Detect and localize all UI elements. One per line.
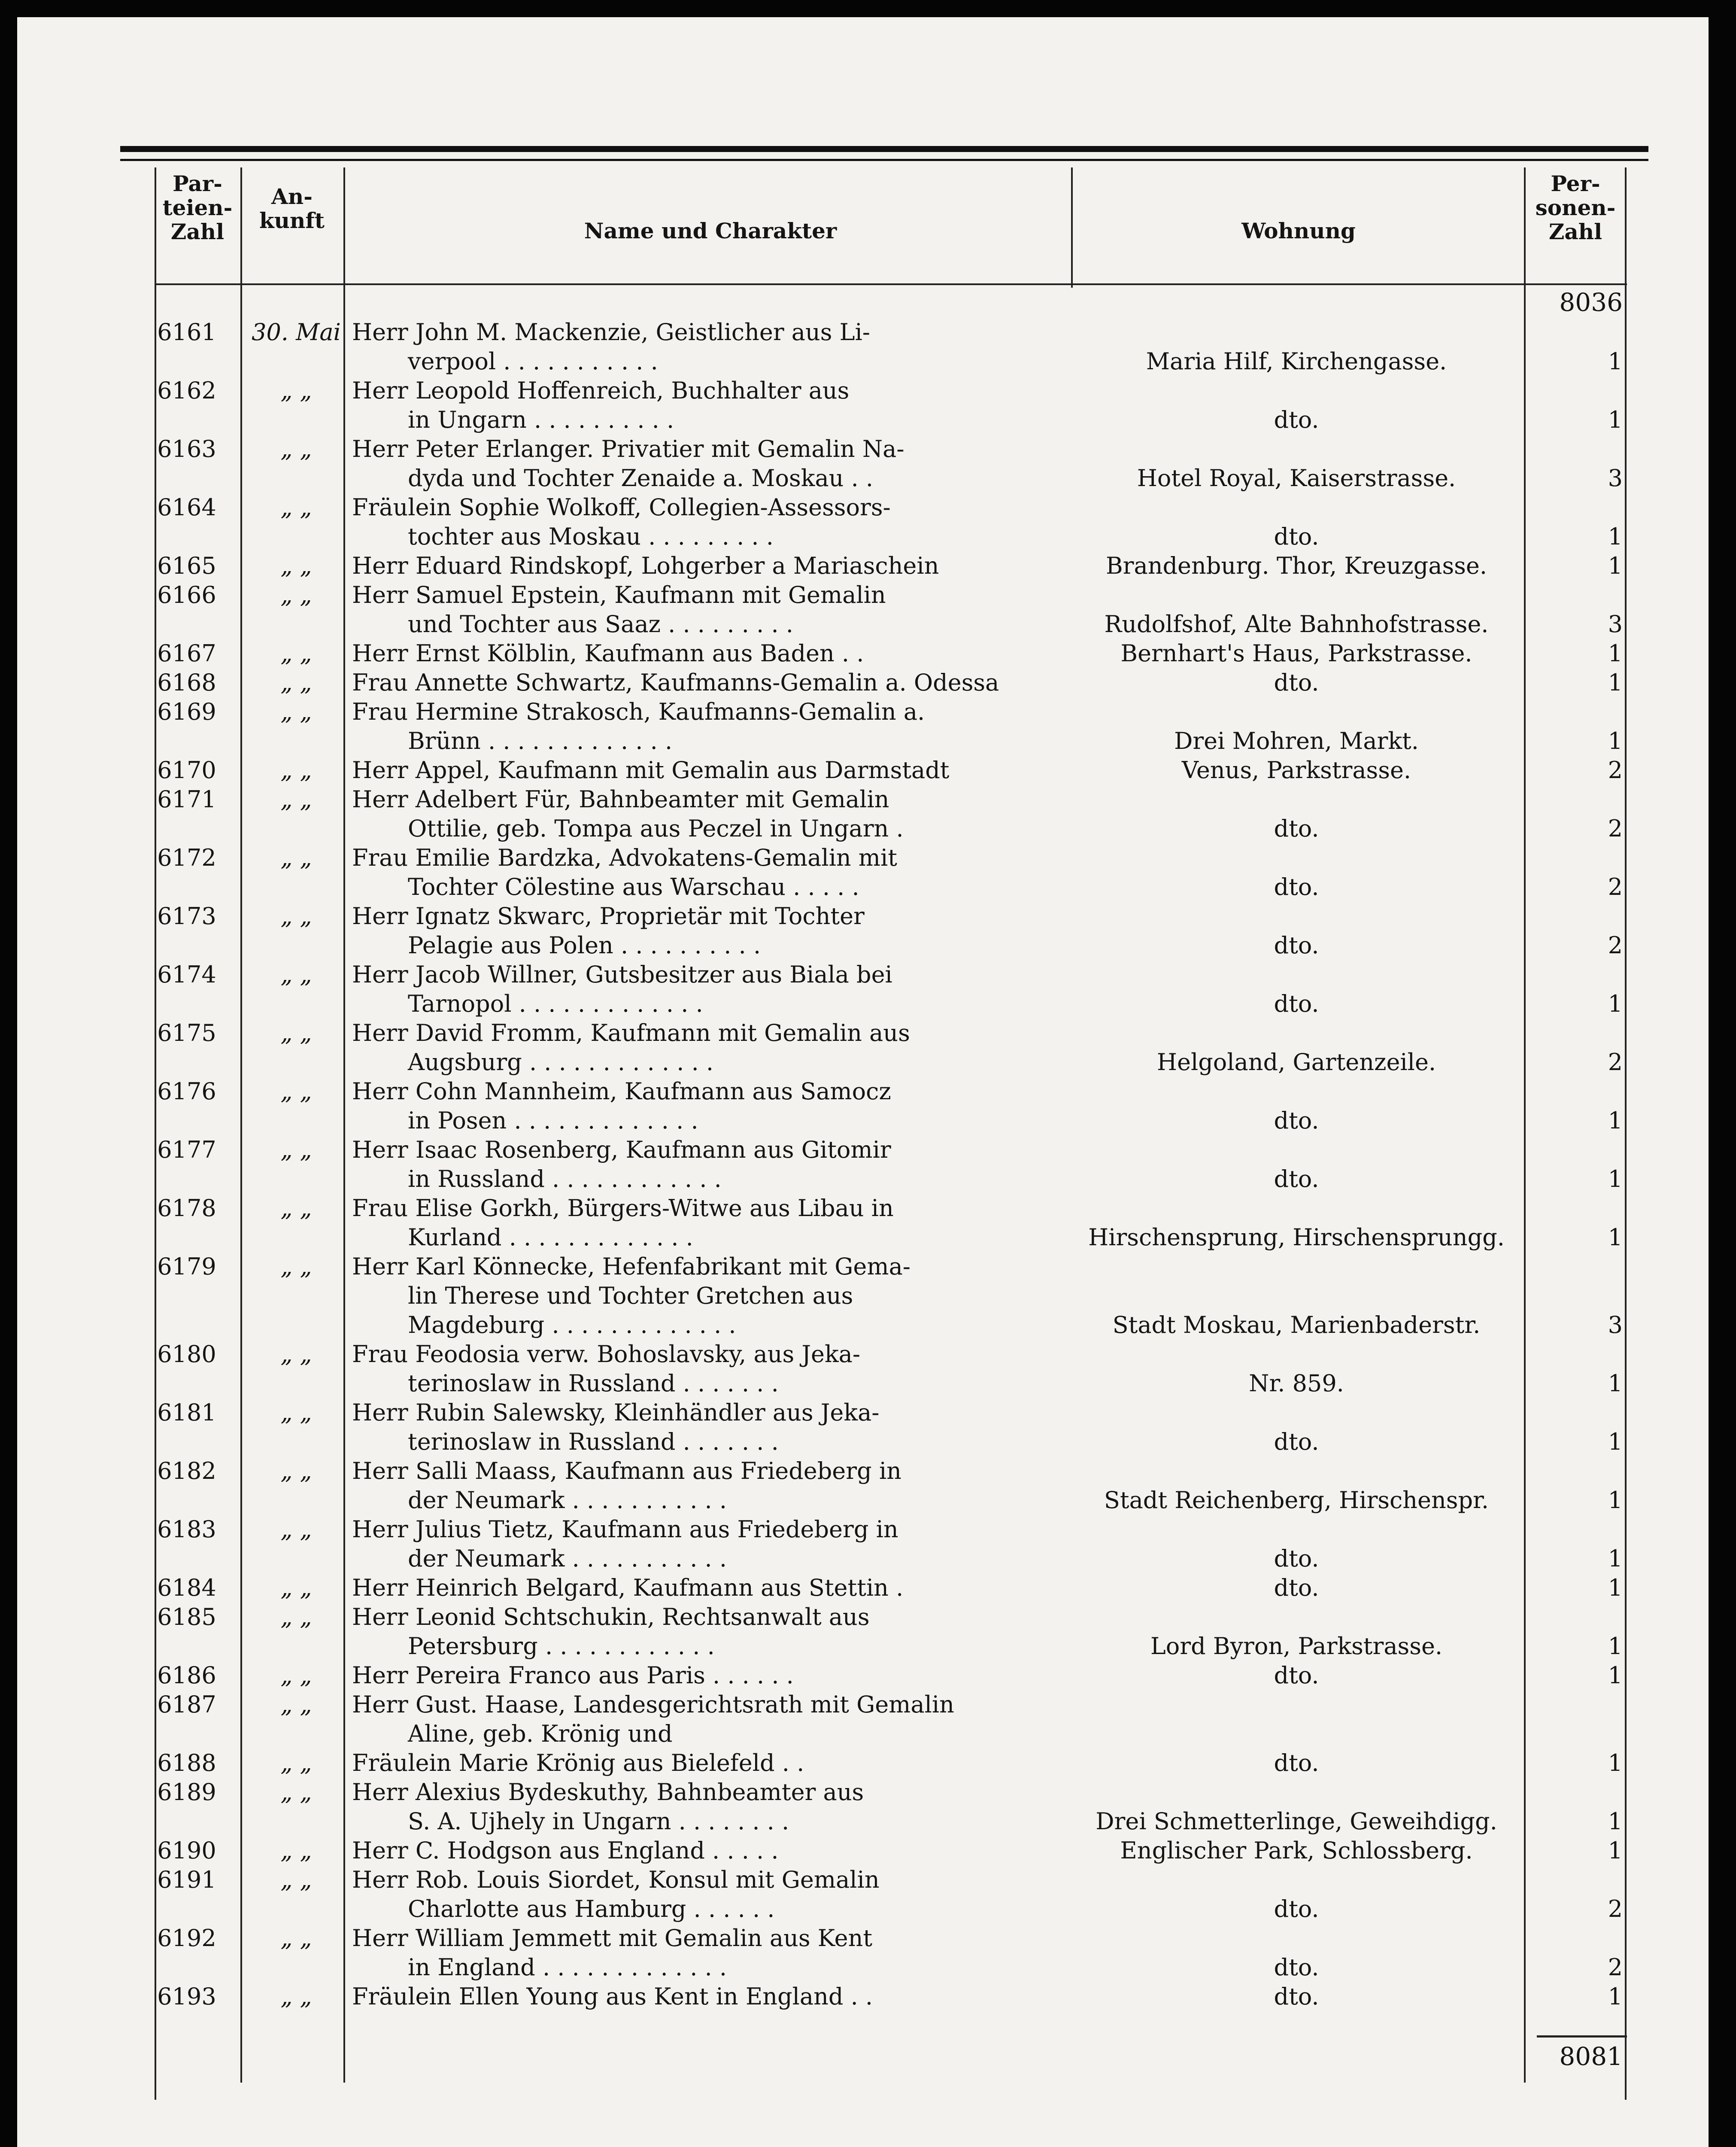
entry-arrival: „ „ bbox=[280, 1574, 312, 1601]
entry-name-line: der Neumark . . . . . . . . . . . bbox=[408, 1487, 727, 1514]
entry-residence: dto. bbox=[1274, 1662, 1319, 1689]
entry-residence: Hotel Royal, Kaiserstrasse. bbox=[1137, 465, 1456, 492]
entry-residence: Hirschensprung, Hirschensprungg. bbox=[1088, 1224, 1505, 1251]
entry-number: 6173 bbox=[157, 903, 216, 930]
header-rule bbox=[155, 283, 1627, 285]
entry-name-line: Frau Annette Schwartz, Kaufmanns-Gemalin a. Odessa bbox=[352, 669, 999, 696]
entry-person-count: 1 bbox=[1608, 552, 1623, 579]
top-rule-thick bbox=[120, 146, 1648, 152]
entry-name-character bbox=[352, 1398, 1077, 1457]
entry-residence: dto. bbox=[1274, 815, 1319, 842]
header-personen: Per- sonen- Zahl bbox=[1535, 171, 1616, 244]
entry-name-character bbox=[352, 1661, 1077, 1690]
entry-number: 6178 bbox=[157, 1195, 216, 1222]
entry-arrival: „ „ bbox=[280, 1866, 312, 1893]
entry-name-line: Brünn . . . . . . . . . . . . . bbox=[408, 727, 673, 754]
entry-number: 6180 bbox=[157, 1341, 216, 1368]
entry-name-character bbox=[352, 1690, 1077, 1749]
entry-arrival: „ „ bbox=[280, 961, 312, 988]
register-entry bbox=[17, 1457, 1709, 1516]
entry-name-character bbox=[352, 376, 1077, 435]
entry-arrival: „ „ bbox=[280, 844, 312, 871]
entry-residence: dto. bbox=[1274, 1165, 1319, 1192]
entry-number: 6176 bbox=[157, 1078, 216, 1105]
entry-residence: Brandenburg. Thor, Kreuzgasse. bbox=[1106, 552, 1487, 579]
register-entry bbox=[17, 1865, 1709, 1925]
entry-residence: dto. bbox=[1274, 1983, 1319, 2010]
entry-arrival: „ „ bbox=[280, 1749, 312, 1776]
entry-name-line: Frau Hermine Strakosch, Kaufmanns-Gemalin a. bbox=[352, 698, 925, 725]
entry-name-line: und Tochter aus Saaz . . . . . . . . . bbox=[408, 611, 793, 638]
entry-number: 6179 bbox=[157, 1253, 216, 1280]
entry-name-character bbox=[352, 1340, 1077, 1398]
entry-name-line: terinoslaw in Russland . . . . . . . bbox=[408, 1370, 779, 1397]
entry-name-character bbox=[352, 785, 1077, 843]
entry-name-character bbox=[352, 902, 1077, 960]
entry-number: 6161 bbox=[157, 319, 216, 346]
entry-name-character bbox=[352, 756, 1077, 785]
entry-name-line: der Neumark . . . . . . . . . . . bbox=[408, 1545, 727, 1572]
entry-arrival: „ „ bbox=[280, 1662, 312, 1689]
entry-person-count: 1 bbox=[1608, 1370, 1623, 1397]
entry-residence: dto. bbox=[1274, 1749, 1319, 1776]
register-entry bbox=[17, 1019, 1709, 1078]
entry-number: 6164 bbox=[157, 494, 216, 521]
register-entry bbox=[17, 960, 1709, 1019]
entry-arrival: „ „ bbox=[280, 1779, 312, 1806]
entry-number: 6190 bbox=[157, 1837, 216, 1864]
entry-number: 6186 bbox=[157, 1662, 216, 1689]
entry-residence: Englischer Park, Schlossberg. bbox=[1120, 1837, 1473, 1864]
header-wohnung: Wohnung bbox=[1241, 218, 1356, 243]
entry-number: 6177 bbox=[157, 1136, 216, 1163]
entry-person-count: 1 bbox=[1608, 669, 1623, 696]
entry-name-character bbox=[352, 1865, 1077, 1924]
entry-residence: Lord Byron, Parkstrasse. bbox=[1150, 1633, 1443, 1660]
entry-number: 6183 bbox=[157, 1516, 216, 1543]
entry-name-line: Herr Julius Tietz, Kaufmann aus Friedeberg in bbox=[352, 1516, 898, 1543]
total-rule bbox=[1537, 2035, 1627, 2038]
entry-arrival: „ „ bbox=[280, 1341, 312, 1368]
entry-arrival: „ „ bbox=[280, 581, 312, 608]
entry-person-count: 1 bbox=[1608, 1749, 1623, 1776]
register-entry bbox=[17, 1398, 1709, 1457]
entry-name-line: Herr Alexius Bydeskuthy, Bahnbeamter aus bbox=[352, 1779, 864, 1806]
entry-name-line: Herr John M. Mackenzie, Geistlicher aus Li- bbox=[352, 319, 871, 346]
entry-name-line: dyda und Tochter Zenaide a. Moskau . . bbox=[408, 465, 874, 492]
entry-name-line: Herr Jacob Willner, Gutsbesitzer aus Biala bei bbox=[352, 961, 892, 988]
entry-residence: Stadt Moskau, Marienbaderstr. bbox=[1112, 1311, 1481, 1338]
entry-name-line: Herr Gust. Haase, Landesgerichtsrath mit Gemalin bbox=[352, 1691, 954, 1718]
entry-number: 6172 bbox=[157, 844, 216, 871]
entry-name-line: Herr Peter Erlanger. Privatier mit Gemalin Na- bbox=[352, 435, 904, 462]
entry-number: 6162 bbox=[157, 377, 216, 404]
entry-name-line: in Ungarn . . . . . . . . . . bbox=[408, 406, 674, 433]
entry-name-line: Herr Leonid Schtschukin, Rechtsanwalt aus bbox=[352, 1603, 870, 1630]
top-rule-thin bbox=[120, 159, 1648, 161]
entry-arrival: „ „ bbox=[280, 1399, 312, 1426]
entry-arrival: „ „ bbox=[280, 1195, 312, 1222]
entry-name-line: Magdeburg . . . . . . . . . . . . . bbox=[408, 1311, 736, 1338]
entry-name-line: Ottilie, geb. Tompa aus Peczel in Ungarn . bbox=[408, 815, 904, 842]
entry-arrival: „ „ bbox=[280, 1837, 312, 1864]
entry-name-character bbox=[352, 697, 1077, 756]
entry-name-line: S. A. Ujhely in Ungarn . . . . . . . . bbox=[408, 1808, 789, 1835]
entry-name-line: Herr Rob. Louis Siordet, Konsul mit Gemalin bbox=[352, 1866, 880, 1893]
entry-residence: dto. bbox=[1274, 1954, 1319, 1981]
entry-name-line: Fräulein Marie Krönig aus Bielefeld . . bbox=[352, 1749, 804, 1776]
entry-name-line: Frau Elise Gorkh, Bürgers-Witwe aus Libau in bbox=[352, 1195, 894, 1222]
entry-name-character bbox=[352, 551, 1077, 581]
entry-arrival: „ „ bbox=[280, 786, 312, 813]
entry-name-line: Kurland . . . . . . . . . . . . . bbox=[408, 1224, 693, 1251]
entry-number: 6191 bbox=[157, 1866, 216, 1893]
register-entry bbox=[17, 581, 1709, 640]
entry-number: 6163 bbox=[157, 435, 216, 462]
entry-person-count: 1 bbox=[1608, 406, 1623, 433]
entry-person-count: 2 bbox=[1608, 1895, 1623, 1922]
entry-person-count: 2 bbox=[1608, 1049, 1623, 1076]
register-entry bbox=[17, 1515, 1709, 1574]
register-entry bbox=[17, 1690, 1709, 1749]
entry-residence: dto. bbox=[1274, 1428, 1319, 1455]
entry-person-count: 1 bbox=[1608, 1633, 1623, 1660]
entry-number: 6188 bbox=[157, 1749, 216, 1776]
entry-person-count: 3 bbox=[1608, 1311, 1623, 1338]
entry-residence: Drei Mohren, Markt. bbox=[1174, 727, 1419, 754]
entry-name-line: Herr Ignatz Skwarc, Proprietär mit Tochter bbox=[352, 903, 865, 930]
register-entry bbox=[17, 1252, 1709, 1338]
entry-name-line: Herr Heinrich Belgard, Kaufmann aus Stettin . bbox=[352, 1574, 904, 1601]
entry-name-line: Herr Eduard Rindskopf, Lohgerber a Mariaschein bbox=[352, 552, 939, 579]
entry-person-count: 1 bbox=[1608, 1837, 1623, 1864]
carry-over-total: 8036 bbox=[1559, 288, 1623, 317]
entry-number: 6181 bbox=[157, 1399, 216, 1426]
entry-arrival: „ „ bbox=[280, 903, 312, 930]
entry-person-count: 3 bbox=[1608, 611, 1623, 638]
entry-name-line: Fräulein Ellen Young aus Kent in England . . bbox=[352, 1983, 873, 2010]
entry-person-count: 2 bbox=[1608, 1954, 1623, 1981]
entry-number: 6165 bbox=[157, 552, 216, 579]
entry-name-character bbox=[352, 493, 1077, 551]
final-total: 8081 bbox=[1559, 2042, 1623, 2071]
entry-name-line: terinoslaw in Russland . . . . . . . bbox=[408, 1428, 779, 1455]
entry-arrival: „ „ bbox=[280, 435, 312, 462]
entry-name-line: in Russland . . . . . . . . . . . . bbox=[408, 1165, 722, 1192]
register-entry bbox=[17, 1340, 1709, 1399]
entry-name-character bbox=[352, 1194, 1077, 1252]
register-entry bbox=[17, 697, 1709, 757]
entry-number: 6185 bbox=[157, 1603, 216, 1630]
entry-name-line: in Posen . . . . . . . . . . . . . bbox=[408, 1107, 698, 1134]
entry-arrival: 30. Mai bbox=[252, 319, 341, 346]
register-entry bbox=[17, 1194, 1709, 1253]
entry-name-character bbox=[352, 1135, 1077, 1194]
entry-residence: Venus, Parkstrasse. bbox=[1181, 757, 1411, 784]
entry-person-count: 1 bbox=[1608, 1983, 1623, 2010]
entry-name-line: verpool . . . . . . . . . . . bbox=[408, 348, 658, 375]
entry-residence: Drei Schmetterlinge, Geweihdigg. bbox=[1096, 1808, 1497, 1835]
entry-arrival: „ „ bbox=[280, 1983, 312, 2010]
entry-residence: dto. bbox=[1274, 406, 1319, 433]
entry-name-character bbox=[352, 1252, 1077, 1340]
entry-name-character bbox=[352, 843, 1077, 902]
header-name: Name und Charakter bbox=[584, 218, 837, 243]
entry-number: 6189 bbox=[157, 1779, 216, 1806]
entry-residence: Helgoland, Gartenzeile. bbox=[1156, 1049, 1436, 1076]
register-entry bbox=[17, 902, 1709, 961]
entry-arrival: „ „ bbox=[280, 494, 312, 521]
entry-number: 6170 bbox=[157, 757, 216, 784]
entry-residence: dto. bbox=[1274, 873, 1319, 900]
entry-person-count: 1 bbox=[1608, 990, 1623, 1017]
entry-number: 6167 bbox=[157, 640, 216, 667]
entry-name-line: lin Therese und Tochter Gretchen aus bbox=[408, 1282, 853, 1309]
entry-name-line: Frau Emilie Bardzka, Advokatens-Gemalin mit bbox=[352, 844, 897, 871]
entry-name-line: Herr Rubin Salewsky, Kleinhändler aus Jeka- bbox=[352, 1399, 880, 1426]
header-ankunft: An- kunft bbox=[259, 184, 325, 233]
entry-name-line: Augsburg . . . . . . . . . . . . . bbox=[408, 1049, 714, 1076]
entry-arrival: „ „ bbox=[280, 669, 312, 696]
entry-residence: dto. bbox=[1274, 1107, 1319, 1134]
entry-residence: Rudolfshof, Alte Bahnhofstrasse. bbox=[1104, 611, 1489, 638]
entry-name-line: Herr Pereira Franco aus Paris . . . . . . bbox=[352, 1662, 794, 1689]
entry-name-line: Herr Adelbert Für, Bahnbeamter mit Gemalin bbox=[352, 786, 889, 813]
entry-arrival: „ „ bbox=[280, 1691, 312, 1718]
entry-name-character bbox=[352, 1515, 1077, 1573]
entry-residence: Maria Hilf, Kirchengasse. bbox=[1146, 348, 1447, 375]
entry-name-character bbox=[352, 581, 1077, 639]
entry-residence: Bernhart's Haus, Parkstrasse. bbox=[1120, 640, 1472, 667]
entry-person-count: 1 bbox=[1608, 1574, 1623, 1601]
entry-arrival: „ „ bbox=[280, 1253, 312, 1280]
entry-name-line: Fräulein Sophie Wolkoff, Collegien-Assessors- bbox=[352, 494, 891, 521]
entry-number: 6192 bbox=[157, 1925, 216, 1952]
entry-number: 6187 bbox=[157, 1691, 216, 1718]
entry-name-line: Frau Feodosia verw. Bohoslavsky, aus Jeka- bbox=[352, 1341, 861, 1368]
entry-name-character bbox=[352, 1603, 1077, 1661]
entry-name-line: Charlotte aus Hamburg . . . . . . bbox=[408, 1895, 775, 1922]
entry-name-line: Tochter Cölestine aus Warschau . . . . . bbox=[408, 873, 859, 900]
entry-name-character bbox=[352, 1924, 1077, 1982]
entry-person-count: 3 bbox=[1608, 465, 1623, 492]
entry-name-character bbox=[352, 1457, 1077, 1515]
entry-name-line: Herr Cohn Mannheim, Kaufmann aus Samocz bbox=[352, 1078, 891, 1105]
register-entry bbox=[17, 1778, 1709, 1837]
entry-residence: dto. bbox=[1274, 990, 1319, 1017]
entry-person-count: 1 bbox=[1608, 1808, 1623, 1835]
register-entry bbox=[17, 1982, 1709, 2041]
entry-arrival: „ „ bbox=[280, 552, 312, 579]
entry-name-character bbox=[352, 1077, 1077, 1135]
entry-person-count: 1 bbox=[1608, 1662, 1623, 1689]
entry-name-character bbox=[352, 1982, 1077, 2011]
register-entry bbox=[17, 843, 1709, 903]
register-page bbox=[17, 17, 1709, 2147]
entry-number: 6175 bbox=[157, 1019, 216, 1046]
entry-arrival: „ „ bbox=[280, 640, 312, 667]
entry-name-character bbox=[352, 1573, 1077, 1603]
entry-person-count: 1 bbox=[1608, 1224, 1623, 1251]
entry-residence: Nr. 859. bbox=[1249, 1370, 1344, 1397]
entry-arrival: „ „ bbox=[280, 1516, 312, 1543]
entry-arrival: „ „ bbox=[280, 1136, 312, 1163]
entry-arrival: „ „ bbox=[280, 698, 312, 725]
entry-name-character bbox=[352, 318, 1077, 376]
entry-name-line: Herr David Fromm, Kaufmann mit Gemalin aus bbox=[352, 1019, 910, 1046]
entry-name-line: Herr C. Hodgson aus England . . . . . bbox=[352, 1837, 779, 1864]
register-entry bbox=[17, 493, 1709, 552]
entry-person-count: 1 bbox=[1608, 1107, 1623, 1134]
header-parteien: Par- teien- Zahl bbox=[162, 171, 233, 244]
entry-person-count: 2 bbox=[1608, 873, 1623, 900]
entry-name-character bbox=[352, 1019, 1077, 1077]
entry-residence: dto. bbox=[1274, 1574, 1319, 1601]
entry-name-character bbox=[352, 1749, 1077, 1778]
entry-number: 6174 bbox=[157, 961, 216, 988]
entry-name-line: Tarnopol . . . . . . . . . . . . . bbox=[408, 990, 703, 1017]
entry-arrival: „ „ bbox=[280, 377, 312, 404]
entry-name-line: Herr Isaac Rosenberg, Kaufmann aus Gitomir bbox=[352, 1136, 891, 1163]
entry-residence: dto. bbox=[1274, 1545, 1319, 1572]
entry-person-count: 1 bbox=[1608, 1487, 1623, 1514]
register-entry bbox=[17, 376, 1709, 435]
entry-arrival: „ „ bbox=[280, 757, 312, 784]
entry-person-count: 1 bbox=[1608, 348, 1623, 375]
entry-name-line: Herr Salli Maass, Kaufmann aus Friedeberg in bbox=[352, 1457, 901, 1484]
entry-name-character bbox=[352, 960, 1077, 1019]
entry-name-line: tochter aus Moskau . . . . . . . . . bbox=[408, 523, 774, 550]
entry-name-line: Pelagie aus Polen . . . . . . . . . . bbox=[408, 932, 761, 959]
entry-number: 6169 bbox=[157, 698, 216, 725]
entry-residence: dto. bbox=[1274, 1895, 1319, 1922]
entry-name-line: Herr Karl Könnecke, Hefenfabrikant mit Gema- bbox=[352, 1253, 911, 1280]
entry-number: 6182 bbox=[157, 1457, 216, 1484]
entry-name-line: Herr William Jemmett mit Gemalin aus Kent bbox=[352, 1925, 873, 1952]
entry-person-count: 1 bbox=[1608, 1428, 1623, 1455]
entry-name-line: Herr Samuel Epstein, Kaufmann mit Gemalin bbox=[352, 581, 886, 608]
entry-name-line: Herr Ernst Kölblin, Kaufmann aus Baden . . bbox=[352, 640, 864, 667]
entry-person-count: 1 bbox=[1608, 1165, 1623, 1192]
entry-residence: dto. bbox=[1274, 669, 1319, 696]
register-entry bbox=[17, 1077, 1709, 1136]
entry-residence: dto. bbox=[1274, 932, 1319, 959]
entry-name-character bbox=[352, 668, 1077, 697]
entry-residence: Stadt Reichenberg, Hirschenspr. bbox=[1104, 1487, 1489, 1514]
entry-name-character bbox=[352, 1778, 1077, 1836]
entry-residence: dto. bbox=[1274, 523, 1319, 550]
entry-name-character bbox=[352, 1836, 1077, 1865]
entry-number: 6168 bbox=[157, 669, 216, 696]
entry-name-line: in England . . . . . . . . . . . . . bbox=[408, 1954, 727, 1981]
entry-arrival: „ „ bbox=[280, 1603, 312, 1630]
entry-person-count: 1 bbox=[1608, 640, 1623, 667]
entry-person-count: 1 bbox=[1608, 727, 1623, 754]
entry-arrival: „ „ bbox=[280, 1925, 312, 1952]
entry-person-count: 1 bbox=[1608, 1545, 1623, 1572]
register-entry bbox=[17, 318, 1709, 377]
entry-number: 6166 bbox=[157, 581, 216, 608]
entry-name-line: Herr Appel, Kaufmann mit Gemalin aus Darmstadt bbox=[352, 757, 950, 784]
entry-arrival: „ „ bbox=[280, 1019, 312, 1046]
entry-arrival: „ „ bbox=[280, 1078, 312, 1105]
entry-number: 6193 bbox=[157, 1983, 216, 2010]
register-entry bbox=[17, 1135, 1709, 1195]
entry-person-count: 2 bbox=[1608, 757, 1623, 784]
entry-name-line: Petersburg . . . . . . . . . . . . bbox=[408, 1633, 715, 1660]
entry-person-count: 2 bbox=[1608, 815, 1623, 842]
entry-name-line: Herr Leopold Hoffenreich, Buchhalter aus bbox=[352, 377, 850, 404]
entry-person-count: 2 bbox=[1608, 932, 1623, 959]
register-entry bbox=[17, 435, 1709, 494]
entry-name-character bbox=[352, 435, 1077, 493]
divider-name-wohnung bbox=[1071, 167, 1073, 288]
entry-name-character bbox=[352, 639, 1077, 668]
entry-number: 6184 bbox=[157, 1574, 216, 1601]
entry-person-count: 1 bbox=[1608, 523, 1623, 550]
register-entry bbox=[17, 785, 1709, 844]
entry-name-line: Aline, geb. Krönig und bbox=[408, 1720, 673, 1747]
register-entry bbox=[17, 1603, 1709, 1662]
entry-number: 6171 bbox=[157, 786, 216, 813]
register-entry bbox=[17, 1924, 1709, 1983]
entry-arrival: „ „ bbox=[280, 1457, 312, 1484]
